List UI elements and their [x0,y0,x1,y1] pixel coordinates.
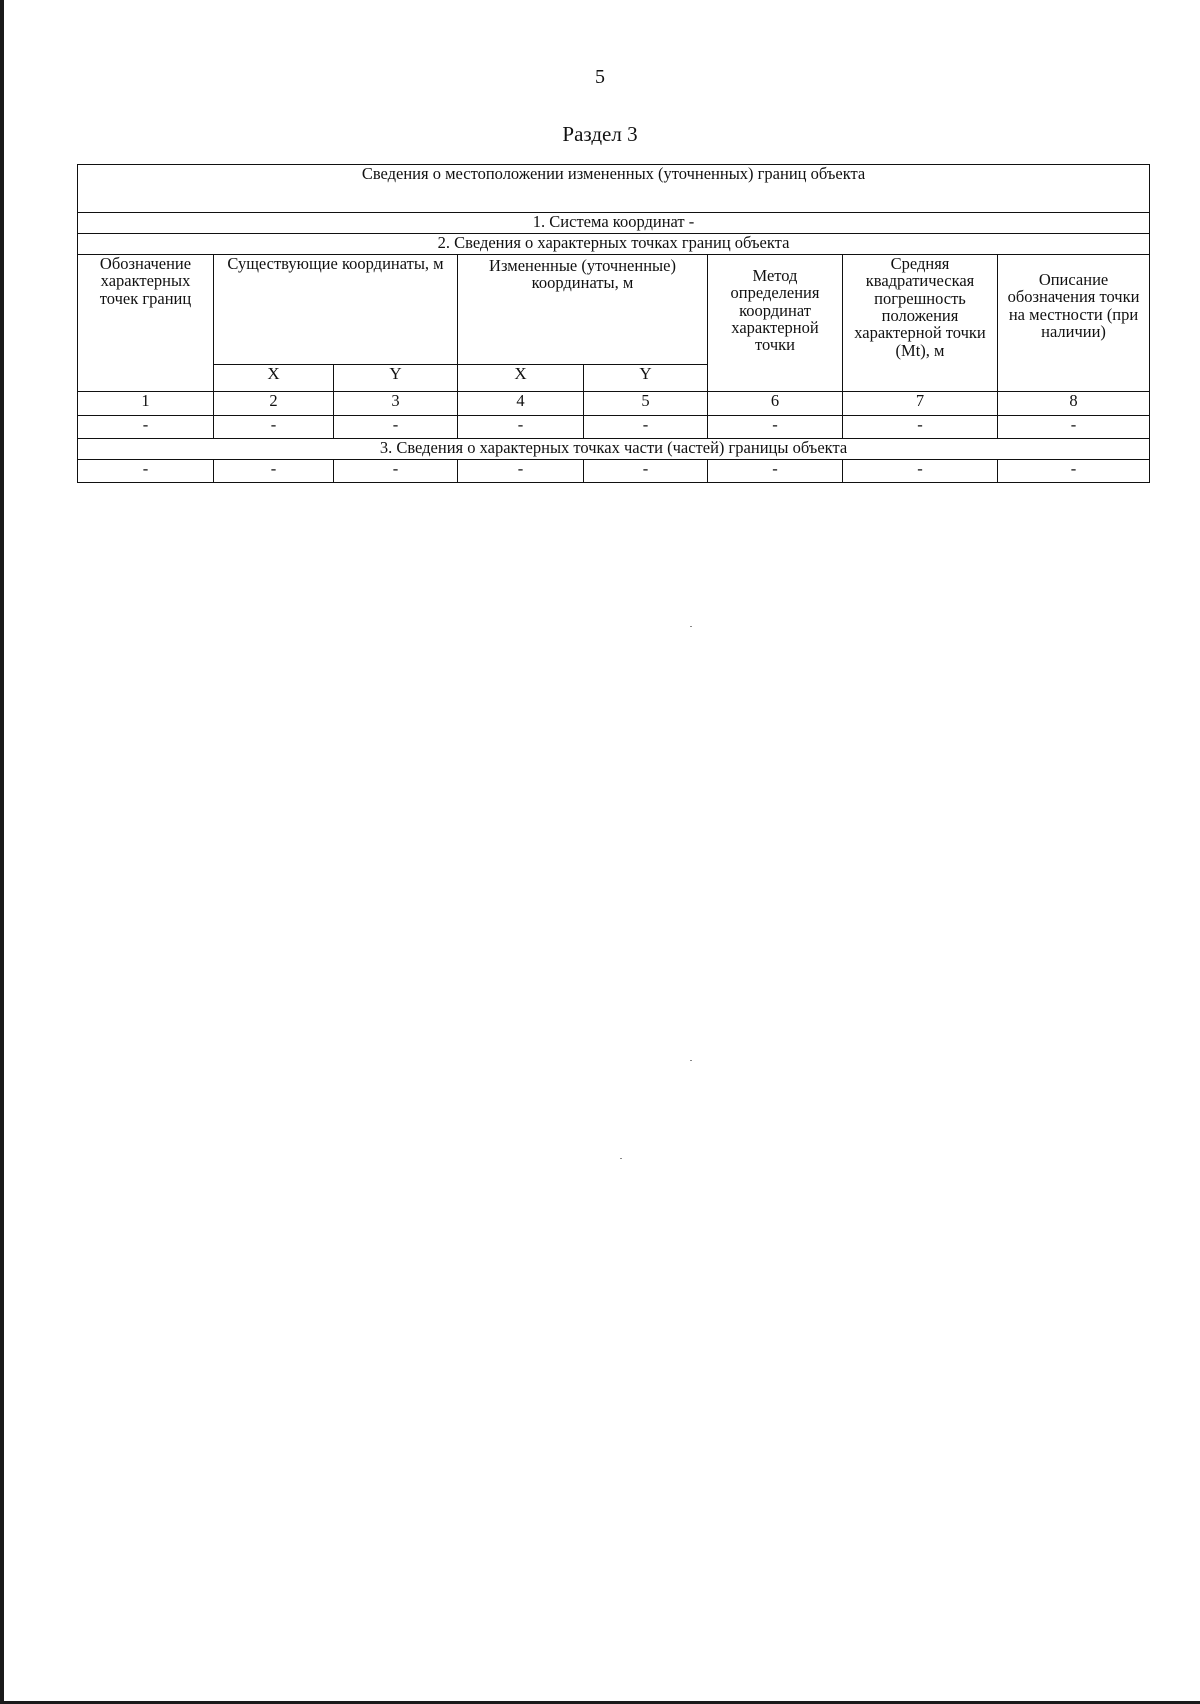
header-changed-y: Y [584,365,708,392]
table-cell: - [78,460,214,483]
table-cell: - [998,416,1150,439]
table-cell: - [584,460,708,483]
table-cell: - [458,416,584,439]
column-numbers-row [78,392,1150,416]
table-cell: - [843,460,998,483]
scan-speck [690,1060,692,1061]
table-cell: - [214,416,334,439]
header-changed-x: X [458,365,584,392]
header-method: Метод определения координат характерной точки [708,255,843,392]
header-point-designation: Обозначение характерных точек границ [78,255,214,392]
column-number: 4 [458,392,584,416]
header-existing-coordinates: Существующие координаты, м [214,255,458,365]
section-title: Раздел 3 [562,122,638,146]
column-number: 3 [334,392,458,416]
table-cell: - [708,416,843,439]
coordinate-system-row: 1. Система координат - [78,213,1150,234]
table-cell: - [334,416,458,439]
section3-label-row: 3. Сведения о характерных точках части (частей) границы объекта [78,439,1150,460]
scan-edge-left [0,0,4,1704]
scan-speck [690,626,692,627]
table-cell: - [458,460,584,483]
section3-data-row [78,460,1150,483]
table-title: Сведения о местоположении измененных (уточненных) границ объекта [78,165,1150,213]
header-mean-square-error: Средняя квадратическая погрешность положения характерной точки (Mt), м [843,255,998,392]
section2-data-row [78,416,1150,439]
header-existing-y: Y [334,365,458,392]
table-cell: - [334,460,458,483]
column-number: 2 [214,392,334,416]
page-number: 5 [595,66,605,88]
table-cell: - [78,416,214,439]
column-number: 7 [843,392,998,416]
boundary-points-table [77,164,1150,483]
column-number: 6 [708,392,843,416]
section2-label-row: 2. Сведения о характерных точках границ объекта [78,234,1150,255]
header-description: Описание обозначения точки на местности (при наличии) [998,255,1150,392]
table-cell: - [584,416,708,439]
header-changed-coordinates: Измененные (уточненные) координаты, м [458,255,708,365]
scan-speck [620,1158,622,1159]
table-cell: - [214,460,334,483]
table-cell: - [708,460,843,483]
header-existing-x: X [214,365,334,392]
column-number: 1 [78,392,214,416]
table-cell: - [843,416,998,439]
table-cell: - [998,460,1150,483]
column-number: 5 [584,392,708,416]
column-number: 8 [998,392,1150,416]
